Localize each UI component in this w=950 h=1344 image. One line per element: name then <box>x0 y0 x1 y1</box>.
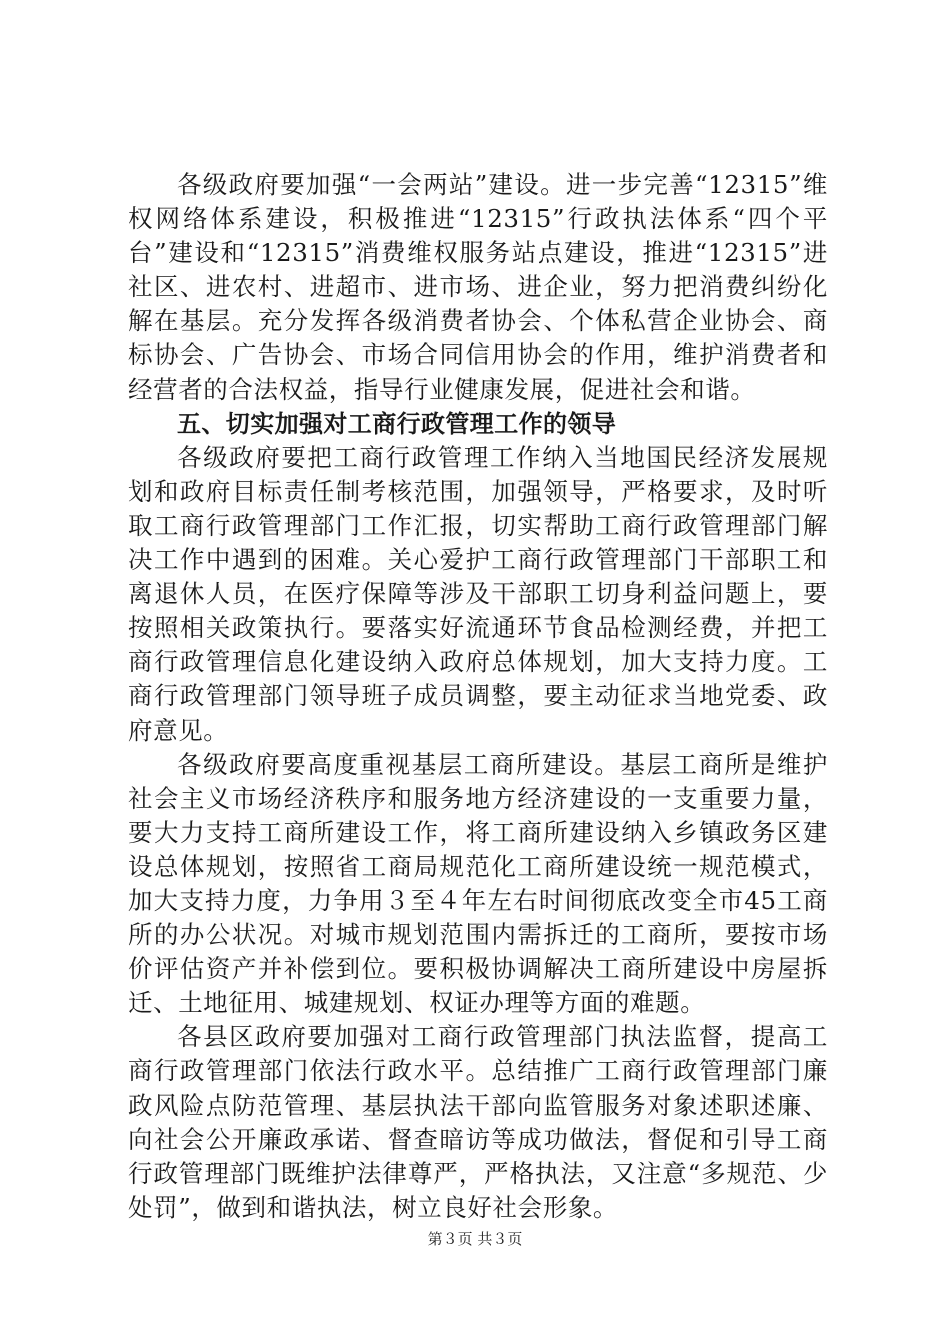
paragraph-consumer-rights: 各级政府要加强“一会两站”建设。进一步完善“12315”维权网络体系建设，积极推进“12315”行政执法体系“四个平台”建设和“12315”消费维权服务站点建设，推进“12315”进社区、进农村、进超市、进市场、进企业，努力把消费纠纷化解在基层。充分发挥各级消费者协会、个体私营企业协会、商标协会、广告协会、市场合同信用协会的作用，维护消费者和经营者的合法权益，指导行业健康发展，促进社会和谐。 <box>128 170 828 404</box>
section-heading: 五、切实加强对工商行政管理工作的领导 <box>177 409 617 438</box>
paragraph-leadership: 各级政府要把工商行政管理工作纳入当地国民经济发展规划和政府目标责任制考核范围，加强领导，严格要求，及时听取工商行政管理部门工作汇报，切实帮助工商行政管理部门解决工作中遇到的困难。关心爱护工商行政管理部门干部职工和离退休人员，在医疗保障等涉及干部职工切身利益问题上，要按照相关政策执行。要落实好流通环节食品检测经费，并把工商行政管理信息化建设纳入政府总体规划，加大支持力度。工商行政管理部门领导班子成员调整，要主动征求当地党委、政府意见。 <box>128 442 828 745</box>
paragraph-grassroots-offices: 各级政府要高度重视基层工商所建设。基层工商所是维护社会主义市场经济秩序和服务地方经济建设的一支重要力量，要大力支持工商所建设工作，将工商所建设纳入乡镇政务区建设总体规划，按照省工商局规范化工商所建设统一规范模式，加大支持力度，力争用３至４年左右时间彻底改变全市45工商所的办公状况。对城市规划范围内需拆迁的工商所，要按市场价评估资产并补偿到位。要积极协调解决工商所建设中房屋拆迁、土地征用、城建规划、权证办理等方面的难题。 <box>128 749 828 1018</box>
paragraph-law-enforcement-supervision: 各县区政府要加强对工商行政管理部门执法监督，提高工商行政管理部门依法行政水平。总结推广工商行政管理部门廉政风险点防范管理、基层执法干部向监管服务对象述职述廉、向社会公开廉政承诺、督查暗访等成功做法，督促和引导工商行政管理部门既维护法律尊严，严格执法，又注意“多规范、少处罚”，做到和谐执法，树立良好社会形象。 <box>128 1022 828 1222</box>
page-footer: 第３页 共３页 <box>427 1230 523 1248</box>
document-body <box>128 168 828 1225</box>
